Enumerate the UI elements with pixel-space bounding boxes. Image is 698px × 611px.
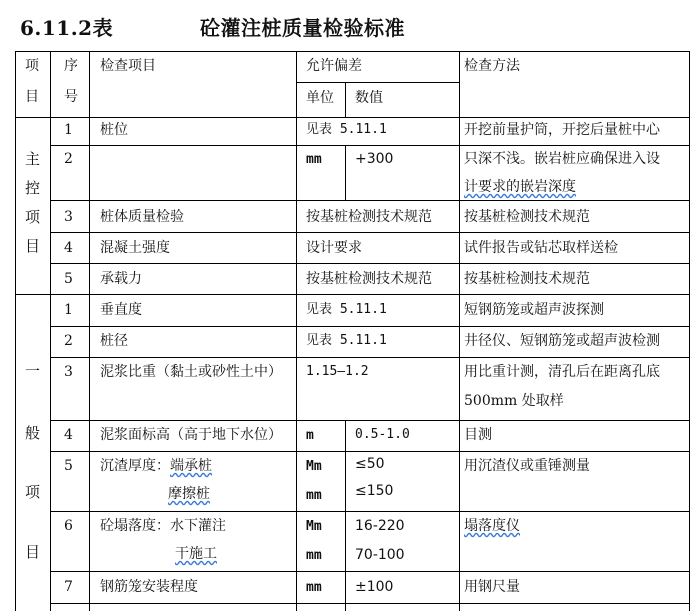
row-method: 按基桩检测技术规范 [464,271,590,287]
row-item: 混凝土强度 [100,240,170,256]
row-unit: mm [306,152,322,167]
row-item: 桩体质量检验 [100,209,184,225]
row-value: ≤50 [355,456,385,472]
row-tolerance: 见表 5.11.1 [306,333,387,348]
row-tolerance: 见表 5.11.1 [306,122,387,137]
row-method-line-1: 用比重计测，清孔后在距离孔底 [464,364,660,380]
main-category-char: 目 [25,237,41,255]
row-unit: mm [306,580,322,595]
inspection-standard-table [15,51,690,611]
row-method: 开挖前量护筒，开挖后量桩中心 [464,122,660,138]
row-no: 3 [64,209,73,225]
row-method: 按基桩检测技术规范 [464,209,590,225]
main-category-char: 项 [25,208,41,226]
header-seq-1: 序 [64,58,78,74]
general-category-char: 般 [25,424,41,442]
row-method: 试件报告或钻芯取样送检 [464,240,618,256]
row-tolerance: 按基桩检测技术规范 [306,271,432,287]
row-no: 4 [64,240,73,256]
header-unit: 单位 [306,90,334,106]
row-no: 5 [64,458,73,474]
row-tolerance: 按基桩检测技术规范 [306,209,432,225]
header-project-2: 目 [25,89,39,105]
row-item-line-2: 干施工 [175,546,217,562]
row-tolerance: 1.15—1.2 [306,364,369,379]
row-item-line-2: 摩擦桩 [168,486,210,502]
row-item: 泥浆比重（黏土或砂性土中） [100,364,282,380]
row-value: 70-100 [355,547,405,563]
general-category-char: 项 [25,483,41,501]
general-category-char: 一 [25,362,41,380]
row-method: 井径仪、短钢筋笼或超声波检测 [464,333,660,349]
row-value: ≤150 [355,483,394,499]
row-method: 用钢尺量 [464,579,520,595]
row-no: 2 [64,333,73,349]
general-category-char: 目 [25,543,41,561]
row-no: 7 [64,579,73,595]
row-value: 0.5-1.0 [355,427,410,442]
row-unit: Mm [306,459,322,474]
row-unit: m [306,428,314,443]
row-method: 塌落度仪 [464,518,520,534]
header-project-1: 项 [25,58,39,74]
row-value: 16-220 [355,518,405,534]
row-tolerance: 设计要求 [306,240,362,256]
table-name: 砼灌注桩质量检验标准 [200,16,405,40]
row-no: 2 [64,151,73,167]
row-value: ±100 [355,579,394,595]
row-no: 3 [64,364,73,380]
row-unit: Mm [306,519,322,534]
header-value: 数值 [355,90,383,106]
row-item-line-1: 砼塌落度：水下灌注 [100,518,226,534]
main-category-char: 控 [25,179,41,197]
row-item: 垂直度 [100,302,142,318]
row-method: 用沉渣仪或重锤测量 [464,458,590,474]
main-category-char: 主 [25,150,41,168]
row-method: 目测 [464,427,492,443]
row-item: 承载力 [100,271,142,287]
page-title [20,12,405,41]
row-tolerance: 见表 5.11.1 [306,302,387,317]
row-method-line-2: 计要求的嵌岩深度 [464,179,576,195]
row-value: +300 [355,151,394,167]
row-item: 桩位 [100,122,128,138]
row-unit: mm [306,488,322,503]
row-no: 6 [64,518,73,534]
row-item: 钢筋笼安装程度 [100,579,198,595]
row-item-line-1: 沉渣厚度：端承桩 [100,458,212,474]
header-method: 检查方法 [464,58,520,74]
row-no: 4 [64,427,73,443]
row-method-line-2: 500mm 处取样 [464,393,564,409]
header-item: 检查项目 [100,58,156,74]
row-method: 短钢筋笼或超声波探测 [464,302,604,318]
row-item: 泥浆面标高（高于地下水位） [100,427,282,443]
row-method-line-1: 只深不浅。嵌岩桩应确保进入设 [464,151,660,167]
header-seq-2: 号 [64,89,78,105]
row-item: 桩径 [100,333,128,349]
row-no: 5 [64,271,73,287]
row-no: 1 [64,302,73,318]
row-unit: mm [306,548,322,563]
header-tolerance: 允许偏差 [306,58,362,74]
table-number: 6.11.2表 [20,16,114,40]
row-no: 1 [64,122,73,138]
